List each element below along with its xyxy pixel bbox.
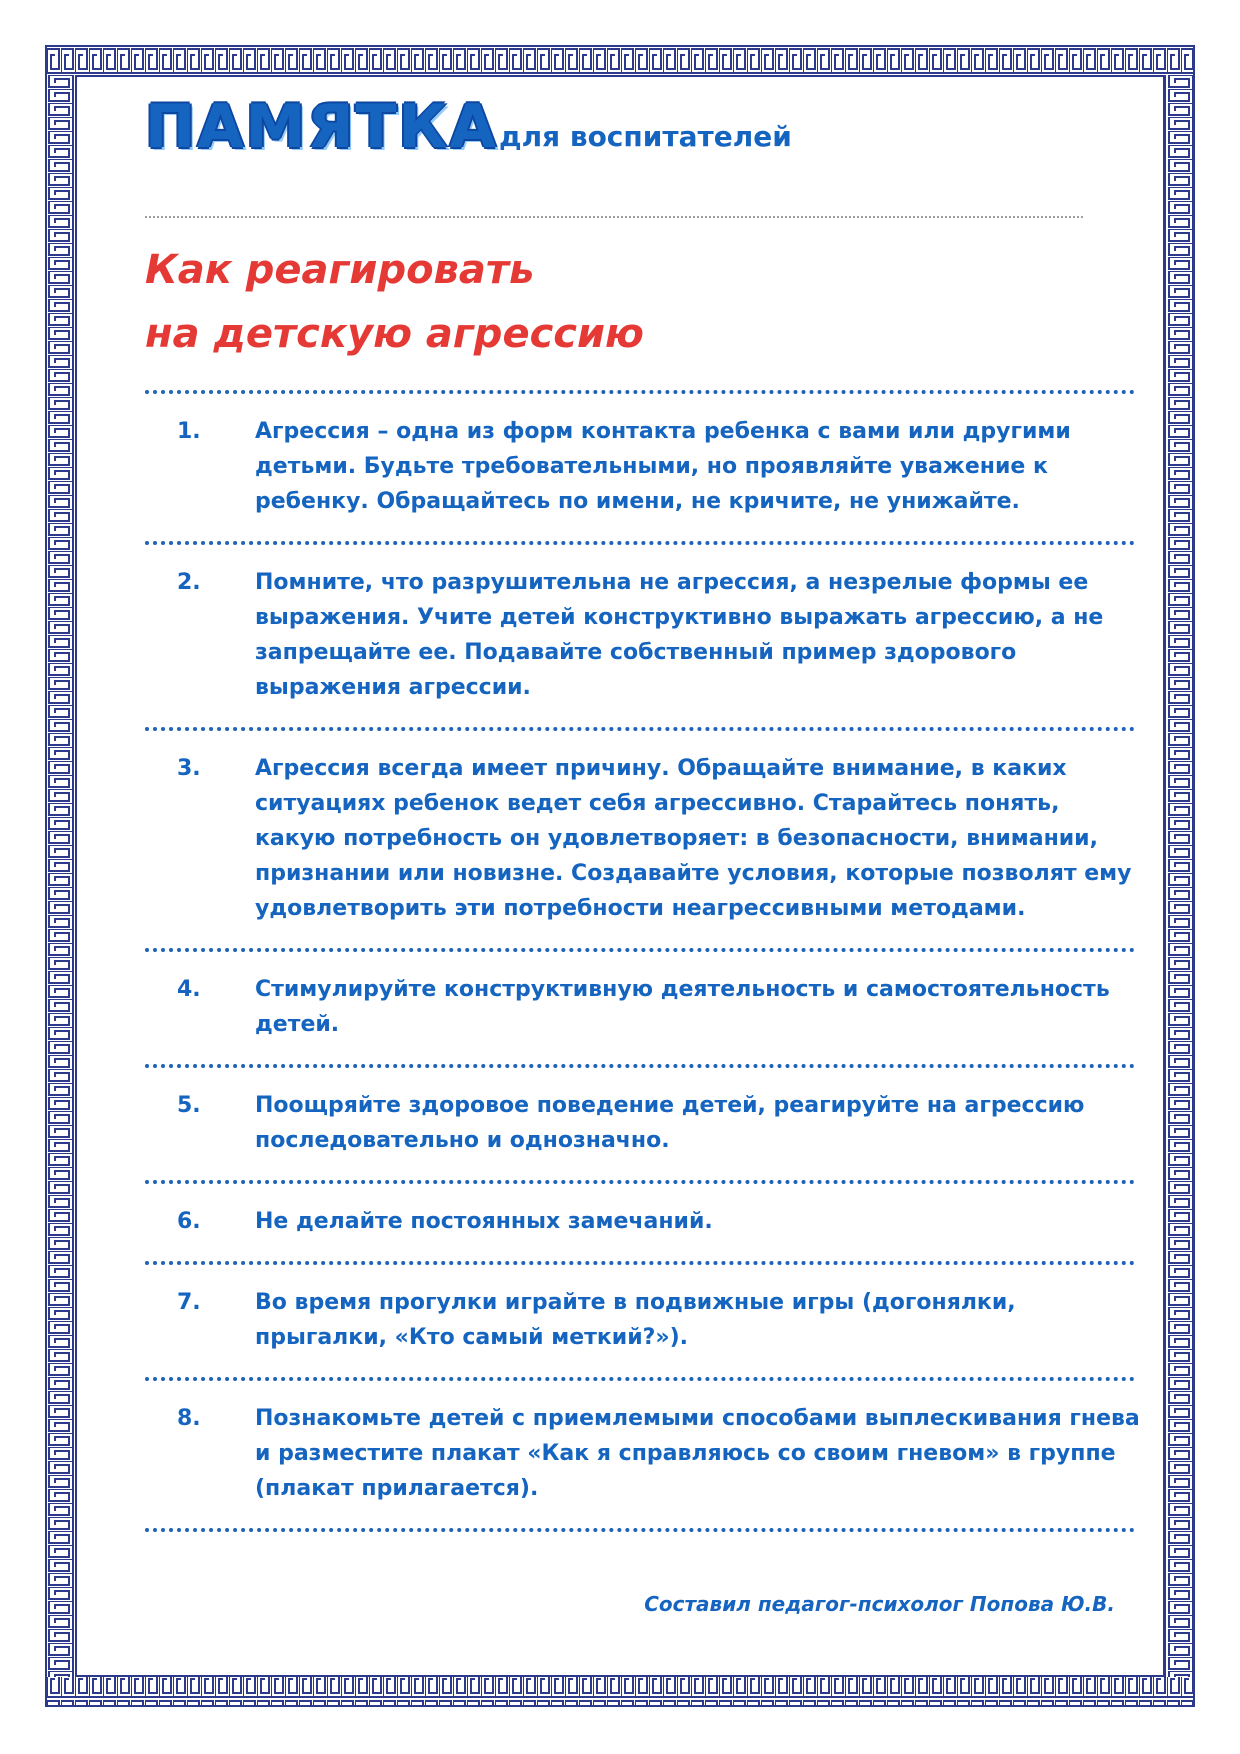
item-text: Агрессия всегда имеет причину. Обращайте внимание, в каких ситуациях ребенок ведет себя агрессивно. Старайтесь понять, какую потребность он удовлетворяет: в безопасности, внимании, признании или новизне. Создавайте условия, которые позволят ему удовлетворить эти потребности неагрессивными методами.: [255, 756, 1132, 921]
page-title: ПАМЯТКА: [145, 92, 498, 162]
topic-heading-line-1: Как реагировать: [145, 247, 535, 293]
author-credit: Составил педагог-психолог Попова Ю.В.: [644, 1592, 1115, 1616]
item-text: Поощряйте здоровое поведение детей, реагируйте на агрессию последовательно и однозначно.: [255, 1093, 1085, 1153]
list-item: [145, 545, 1135, 727]
item-text: Во время прогулки играйте в подвижные игры (догонялки, прыгалки, «Кто самый меткий?»).: [255, 1290, 1016, 1350]
topic-heading-line-2: на детскую агрессию: [145, 311, 644, 357]
item-number: 2.: [177, 570, 201, 595]
item-text: Познакомьте детей с приемлемыми способами выплескивания гнева и разместите плакат «Как я справляюсь со своим гневом» в группе (плакат прилагается).: [255, 1406, 1140, 1501]
topic-heading: [145, 238, 1045, 366]
list-item: [145, 394, 1135, 541]
item-text: Не делайте постоянных замечаний.: [255, 1209, 713, 1234]
list-item: [145, 1265, 1135, 1377]
page-subtitle: для воспитателей: [499, 120, 792, 153]
item-text: Помните, что разрушительна не агрессия, а незрелые формы ее выражения. Учите детей конструктивно выражать агрессию, а не запрещайте ее. Подавайте собственный пример здорового выражения агрессии.: [255, 570, 1104, 700]
list-item: [145, 1381, 1140, 1528]
item-number: 6.: [177, 1209, 201, 1234]
list-item: [145, 952, 1135, 1064]
header: [145, 92, 1095, 172]
item-text: Агрессия – одна из форм контакта ребенка с вами или другими детьми. Будьте требовательными, но проявляйте уважение к ребенку. Обращайтесь по имени, не кричите, не унижайте.: [255, 419, 1071, 514]
item-number: 5.: [177, 1093, 201, 1118]
item-number: 8.: [177, 1406, 201, 1431]
item-text: Стимулируйте конструктивную деятельность и самостоятельность детей.: [255, 977, 1110, 1037]
item-number: 3.: [177, 756, 201, 781]
item-number: 1.: [177, 419, 201, 444]
header-divider: [145, 216, 1083, 218]
recommendations-list: [145, 390, 1140, 1532]
divider: [145, 1528, 1135, 1532]
list-item: [145, 1068, 1135, 1180]
item-number: 7.: [177, 1290, 201, 1315]
list-item: [145, 731, 1135, 948]
list-item: [145, 1184, 1135, 1261]
item-number: 4.: [177, 977, 201, 1002]
